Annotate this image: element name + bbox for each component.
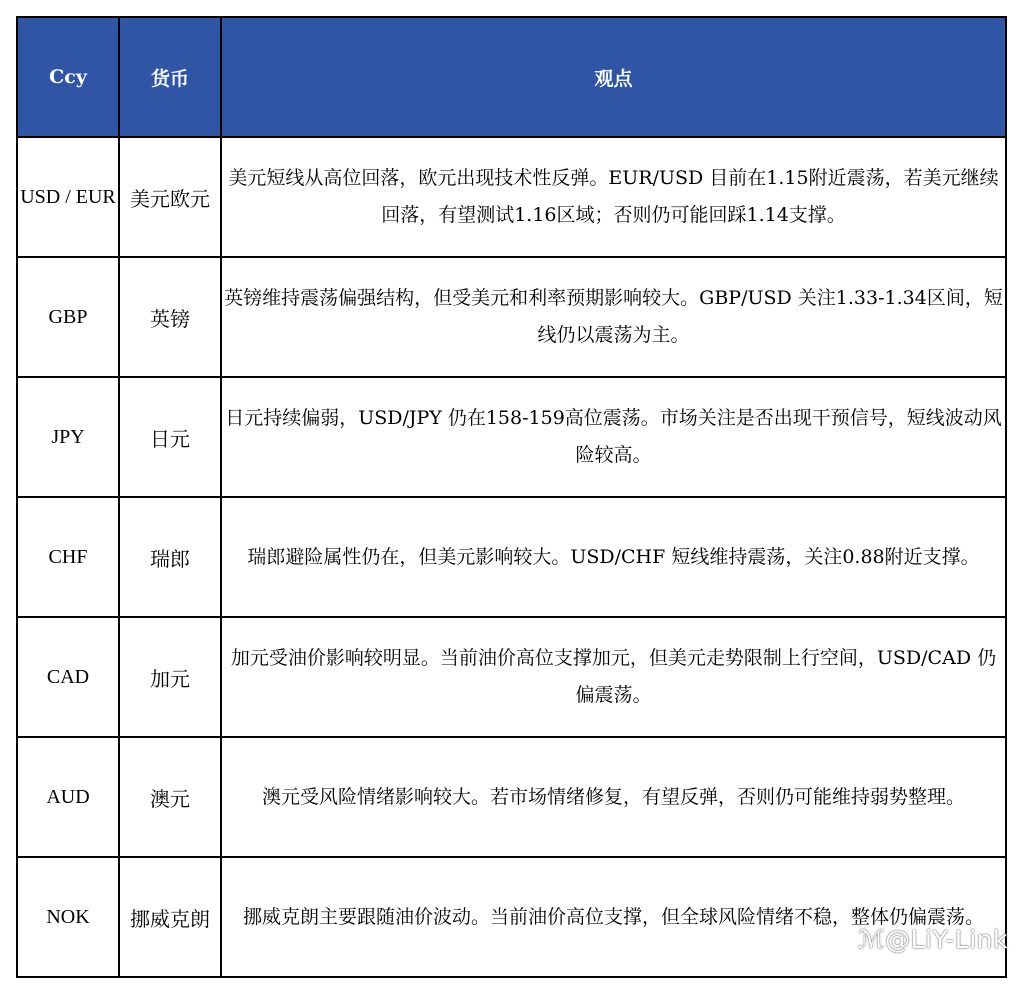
currency-name: 日元 (119, 377, 221, 497)
view-text: 美元短线从高位回落，欧元出现技术性反弹。EUR/USD 目前在1.15附近震荡，若美元继续回落，有望测试1.16区域；否则仍可能回踩1.14支撑。 (221, 137, 1006, 257)
table-row (17, 257, 1006, 377)
table-row (17, 497, 1006, 617)
currency-name: 澳元 (119, 737, 221, 857)
view-text: 加元受油价影响较明显。当前油价高位支撑加元，但美元走势限制上行空间，USD/CAD 仍偏震荡。 (221, 617, 1006, 737)
ccy-code: NOK (17, 857, 119, 977)
view-text: 英镑维持震荡偏强结构，但受美元和利率预期影响较大。GBP/USD 关注1.33-1.34区间，短线仍以震荡为主。 (221, 257, 1006, 377)
table-row (17, 137, 1006, 257)
header-currency: 货币 (119, 17, 221, 137)
ccy-code: AUD (17, 737, 119, 857)
table-row (17, 857, 1006, 977)
ccy-code: GBP (17, 257, 119, 377)
currency-name: 加元 (119, 617, 221, 737)
ccy-code: USD / EUR (17, 137, 119, 257)
watermark-text: @LiY-Link (885, 925, 1008, 954)
table-row (17, 737, 1006, 857)
view-text: 瑞郎避险属性仍在，但美元影响较大。USD/CHF 短线维持震荡，关注0.88附近支撑。 (221, 497, 1006, 617)
header-ccy: Ccy (17, 17, 119, 137)
table-row (17, 617, 1006, 737)
fx-outlook-table (16, 16, 1007, 978)
header-row (17, 17, 1006, 137)
ccy-code: CHF (17, 497, 119, 617)
currency-name: 瑞郎 (119, 497, 221, 617)
zhihu-logo-icon: ℳ (857, 925, 886, 954)
header-view: 观点 (221, 17, 1006, 137)
currency-name: 美元欧元 (119, 137, 221, 257)
ccy-code: JPY (17, 377, 119, 497)
currency-name: 英镑 (119, 257, 221, 377)
ccy-code: CAD (17, 617, 119, 737)
view-text: 澳元受风险情绪影响较大。若市场情绪修复，有望反弹，否则仍可能维持弱势整理。 (221, 737, 1006, 857)
watermark (858, 925, 1008, 954)
view-text: 日元持续偏弱，USD/JPY 仍在158-159高位震荡。市场关注是否出现干预信号，短线波动风险较高。 (221, 377, 1006, 497)
currency-name: 挪威克朗 (119, 857, 221, 977)
view-text: 挪威克朗主要跟随油价波动。当前油价高位支撑，但全球风险情绪不稳，整体仍偏震荡。 (221, 857, 1006, 977)
table-row (17, 377, 1006, 497)
